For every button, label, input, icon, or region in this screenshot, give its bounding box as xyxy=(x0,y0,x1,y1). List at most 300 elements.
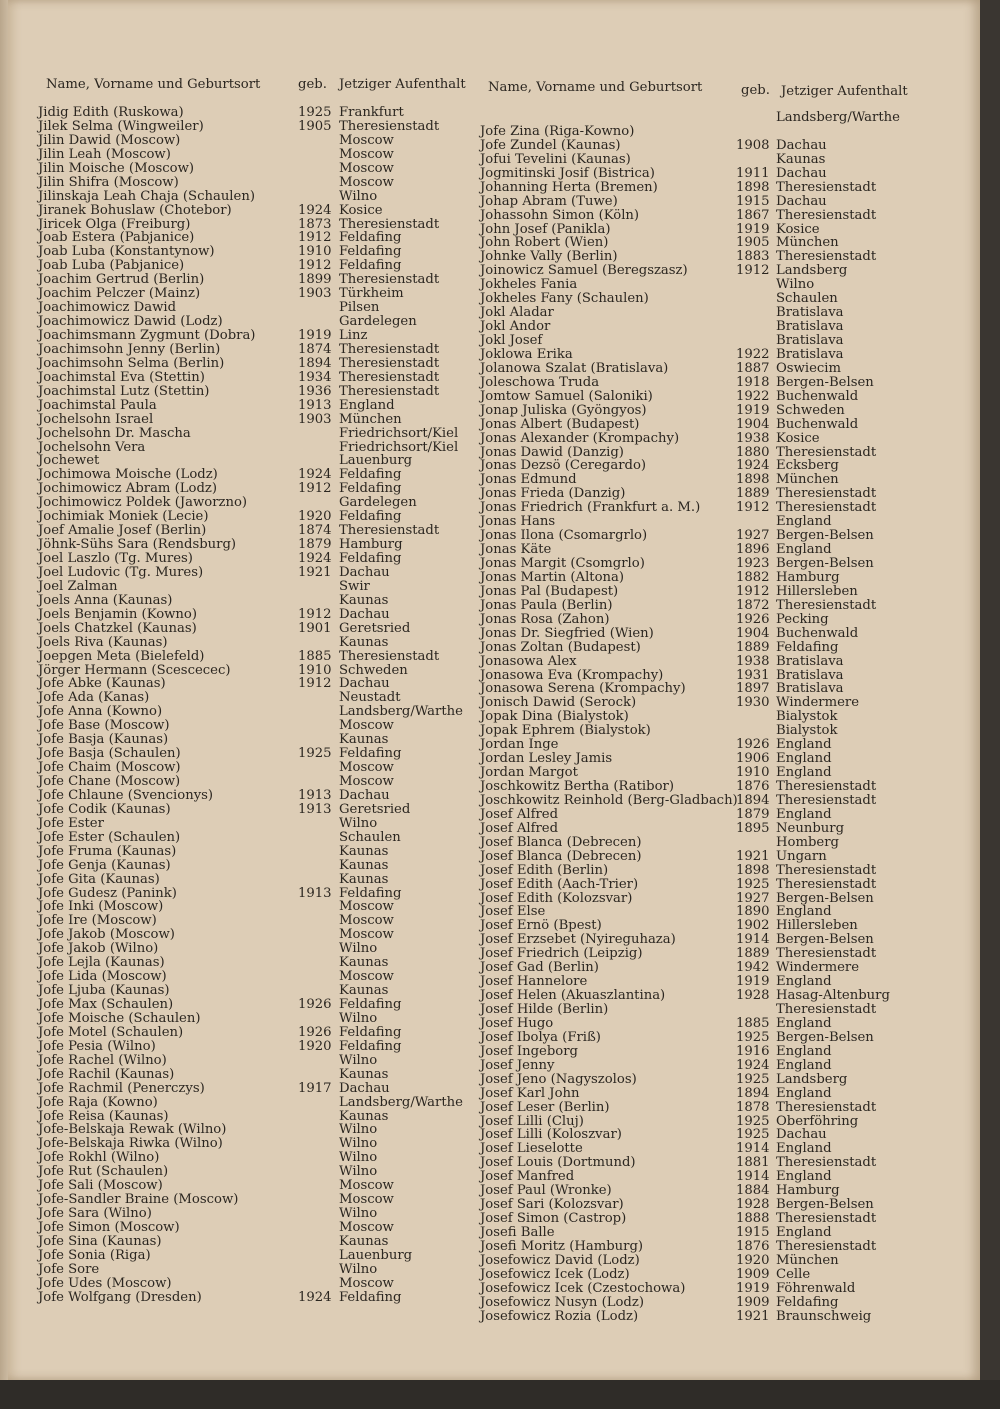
entry-location: Wilno xyxy=(339,941,378,957)
entry-name: Jofe Udes (Moscow) xyxy=(38,1275,172,1291)
entry-location: Theresienstadt xyxy=(339,355,440,371)
entry-location: Theresienstadt xyxy=(776,486,877,502)
entry-location: England xyxy=(776,1057,832,1073)
entry-name: Joklowa Erika xyxy=(480,346,573,362)
entry-name: Jonas Ilona (Csomargrlo) xyxy=(480,528,648,544)
entry-name: Josef Hannelore xyxy=(480,974,588,990)
list-row xyxy=(480,1128,950,1142)
list-row xyxy=(38,245,478,259)
list-row xyxy=(480,1254,950,1268)
entry-location: Pilsen xyxy=(339,300,380,316)
entry-name: Jofe Ester xyxy=(38,815,104,831)
entry-name: Jofui Tevelini (Kaunas) xyxy=(480,151,631,167)
entry-location: Theresienstadt xyxy=(776,946,877,962)
entry-year: 1867 xyxy=(736,207,770,223)
list-row xyxy=(38,106,478,120)
entry-year: 1912 xyxy=(298,230,332,246)
entry-name: Josef Edith (Kolozsvar) xyxy=(480,890,633,906)
entry-name: Jochimowicz Abram (Lodz) xyxy=(38,481,218,497)
list-row xyxy=(480,1184,950,1198)
entry-location: Oswiecim xyxy=(776,360,841,376)
list-row xyxy=(38,1026,478,1040)
entry-location: Moscow xyxy=(339,1192,394,1208)
list-row xyxy=(480,1031,950,1045)
list-row xyxy=(480,1198,950,1212)
entry-location: Moscow xyxy=(339,160,394,176)
entry-year: 1903 xyxy=(298,411,332,427)
left-header-name: Name, Vorname und Geburtsort xyxy=(46,77,261,92)
entry-name: Josef Karl John xyxy=(480,1085,580,1101)
entry-name: Jonas Alexander (Krompachy) xyxy=(480,430,680,446)
list-row xyxy=(38,789,478,803)
list-row xyxy=(480,376,950,390)
entry-name: Jolanowa Szalat (Bratislava) xyxy=(480,360,669,376)
entry-year: 1879 xyxy=(298,537,332,553)
entry-name: Jofe Max (Schaulen) xyxy=(38,997,174,1012)
entry-name: Jokl Aladar xyxy=(480,305,554,321)
entry-location: Kaunas xyxy=(776,151,826,167)
entry-year: 1876 xyxy=(736,1238,770,1254)
entry-location: Theresienstadt xyxy=(776,249,877,265)
entry-location: Frankfurt xyxy=(339,105,404,120)
entry-year: 1919 xyxy=(736,402,770,418)
entry-name: Josefowicz Nusyn (Lodz) xyxy=(480,1294,644,1310)
list-row xyxy=(38,413,478,427)
entry-location: Bergen-Belsen xyxy=(776,374,874,390)
entry-name: Josefi Moritz (Hamburg) xyxy=(480,1238,644,1254)
entry-year: 1896 xyxy=(736,542,770,558)
entry-name: Jofe Ljuba (Kaunas) xyxy=(38,983,170,999)
entry-location: Ecksberg xyxy=(776,458,839,474)
entry-name: Jonas Hans xyxy=(480,514,556,530)
entry-location: Moscow xyxy=(339,927,394,943)
entry-location: Gardelegen xyxy=(339,495,417,511)
entry-year: 1881 xyxy=(736,1155,770,1171)
entry-year: 1921 xyxy=(736,848,770,864)
entry-year: 1898 xyxy=(736,472,770,488)
list-row xyxy=(38,524,478,538)
list-row xyxy=(38,817,478,831)
entry-name: Josef Alfred xyxy=(480,820,559,836)
list-row xyxy=(480,236,950,250)
entry-name: Jofe Raja (Kowno) xyxy=(38,1094,158,1110)
list-row xyxy=(38,301,478,315)
entry-location: Friedrichsort/Kiel xyxy=(339,439,459,455)
list-row xyxy=(38,427,478,441)
entry-location: Theresienstadt xyxy=(776,862,877,878)
list-row xyxy=(38,399,478,413)
list-row xyxy=(480,1115,950,1129)
entry-location: Wilno xyxy=(339,1206,378,1222)
entry-name: Jonasowa Serena (Krompachy) xyxy=(480,681,686,697)
entry-name: Joachimowicz Dawid xyxy=(38,300,177,316)
entry-year: 1938 xyxy=(736,430,770,446)
entry-name: Jonas Käte xyxy=(480,542,552,558)
entry-year: 1901 xyxy=(298,620,332,636)
entry-name: Josef Leser (Berlin) xyxy=(480,1099,610,1115)
entry-name: Jidig Edith (Ruskowa) xyxy=(38,105,184,120)
entry-year: 1914 xyxy=(736,1141,770,1157)
entry-location: England xyxy=(776,542,832,558)
list-row xyxy=(38,385,478,399)
list-row xyxy=(480,1003,950,1017)
left-column xyxy=(38,106,478,1305)
entry-location: Feldafing xyxy=(339,481,402,497)
entry-year: 1924 xyxy=(736,458,770,474)
list-row xyxy=(38,691,478,705)
entry-year: 1926 xyxy=(736,611,770,627)
entry-location: Dachau xyxy=(339,787,390,803)
entry-name: Jofe Lejla (Kaunas) xyxy=(38,955,165,971)
entry-year: 1921 xyxy=(298,564,332,580)
document-page xyxy=(8,0,980,1380)
list-row xyxy=(480,780,950,794)
list-row xyxy=(38,622,478,636)
entry-year: 1931 xyxy=(736,667,770,683)
list-row xyxy=(480,334,950,348)
entry-year: 1912 xyxy=(736,500,770,516)
entry-name: Jordan Inge xyxy=(480,737,559,753)
entry-year: 1919 xyxy=(736,221,770,237)
list-row xyxy=(480,1101,950,1115)
list-row xyxy=(38,496,478,510)
entry-year: 1889 xyxy=(736,946,770,962)
entry-year: 1927 xyxy=(736,528,770,544)
entry-location: Linz xyxy=(339,328,368,343)
entry-year: 1876 xyxy=(736,779,770,794)
entry-name: Josef Friedrich (Leipzig) xyxy=(480,946,643,962)
entry-name: Josef Lieselotte xyxy=(480,1141,583,1157)
entry-location: Feldafing xyxy=(339,997,402,1012)
list-row xyxy=(38,998,478,1012)
entry-location: Dachau xyxy=(339,676,390,692)
list-row xyxy=(38,914,478,928)
entry-year: 1919 xyxy=(298,328,332,343)
entry-year: 1874 xyxy=(298,341,332,357)
entry-name: Jordan Lesley Jamis xyxy=(480,751,613,767)
entry-year: 1934 xyxy=(298,369,332,385)
list-row xyxy=(38,357,478,371)
entry-location: Wilno xyxy=(339,815,378,831)
entry-name: John Robert (Wien) xyxy=(480,235,609,251)
list-row xyxy=(38,608,478,622)
entry-location: Feldafing xyxy=(776,639,839,655)
entry-name: Joachimsohn Jenny (Berlin) xyxy=(38,341,221,357)
entry-name: Johap Abram (Tuwe) xyxy=(480,193,618,209)
entry-name: Jonas Margit (Csomgrlo) xyxy=(480,556,645,571)
list-row xyxy=(480,571,950,585)
entry-year: 1918 xyxy=(736,374,770,390)
list-row xyxy=(480,766,950,780)
entry-name: Josefowicz Rozia (Lodz) xyxy=(480,1308,639,1324)
entry-name: Jofe Rokhl (Wilno) xyxy=(38,1150,160,1166)
entry-location: Theresienstadt xyxy=(339,118,440,134)
entry-location: Bratislava xyxy=(776,333,844,348)
entry-name: Jofe Chane (Moscow) xyxy=(38,774,181,789)
entry-year: 1879 xyxy=(736,806,770,822)
list-row xyxy=(480,864,950,878)
entry-location: Kaunas xyxy=(339,634,389,650)
entry-name: Josef Paul (Wronke) xyxy=(480,1183,612,1199)
entry-year: 1894 xyxy=(298,355,332,371)
entry-location: Theresienstadt xyxy=(339,272,440,288)
entry-location: Feldafing xyxy=(339,258,402,274)
entry-name: Jonas Edmund xyxy=(480,472,577,488)
entry-year: 1880 xyxy=(736,444,770,460)
entry-name: Jochelsohn Dr. Mascha xyxy=(38,425,191,441)
entry-name: Jonas Dr. Siegfried (Wien) xyxy=(480,625,654,641)
entry-year: 1912 xyxy=(298,481,332,497)
list-row xyxy=(38,803,478,817)
entry-name: Jofe-Belskaja Riwka (Wilno) xyxy=(38,1136,223,1152)
entry-name: Joachimstal Paula xyxy=(38,397,157,413)
list-row xyxy=(480,975,950,989)
entry-name: Josefowicz David (Lodz) xyxy=(480,1252,640,1268)
entry-year: 1913 xyxy=(298,397,332,413)
entry-year: 1926 xyxy=(298,997,332,1012)
list-row xyxy=(38,482,478,496)
list-row xyxy=(480,195,950,209)
entry-year: 1915 xyxy=(736,1225,770,1240)
entry-location: Homberg xyxy=(776,834,839,850)
list-row xyxy=(480,989,950,1003)
list-row xyxy=(38,510,478,524)
page-bottom-edge xyxy=(0,1380,1000,1409)
entry-location: Kaunas xyxy=(339,592,389,608)
entry-name: Josef Hugo xyxy=(480,1015,554,1031)
entry-location: Kaunas xyxy=(339,983,389,999)
entry-location: Moscow xyxy=(339,146,394,162)
entry-name: Jofe Ada (Kanas) xyxy=(38,690,150,706)
list-row xyxy=(38,371,478,385)
entry-year: 1890 xyxy=(736,904,770,920)
list-row xyxy=(480,278,950,292)
entry-location: Bratislava xyxy=(776,305,844,321)
list-row xyxy=(480,1045,950,1059)
entry-location: Bergen-Belsen xyxy=(776,890,874,906)
entry-location: Bratislava xyxy=(776,681,844,697)
entry-name: Jiricek Olga (Freiburg) xyxy=(38,216,191,232)
list-row xyxy=(38,148,478,162)
right-header-name: Name, Vorname und Geburtsort xyxy=(488,80,703,95)
entry-location: England xyxy=(776,514,832,530)
entry-location: Theresienstadt xyxy=(339,216,440,232)
entry-name: Jofe Wolfgang (Dresden) xyxy=(38,1289,202,1305)
entry-location: Kaunas xyxy=(339,1233,389,1249)
list-row xyxy=(38,454,478,468)
entry-location: Gardelegen xyxy=(339,314,417,330)
entry-location: Theresienstadt xyxy=(776,179,877,195)
list-row xyxy=(480,905,950,919)
entry-location: Theresienstadt xyxy=(776,1155,877,1171)
entry-location: Dachau xyxy=(339,564,390,580)
entry-location: Dachau xyxy=(339,1080,390,1096)
entry-location: Bergen-Belsen xyxy=(776,556,874,571)
entry-location: Bergen-Belsen xyxy=(776,1197,874,1213)
entry-name: Jiranek Bohuslaw (Chotebor) xyxy=(38,202,232,218)
entry-year: 1889 xyxy=(736,486,770,502)
entry-name: Jofe Simon (Moscow) xyxy=(38,1220,180,1235)
entry-location: Hamburg xyxy=(776,1183,840,1199)
entry-year: 1898 xyxy=(736,179,770,195)
entry-name: Joab Luba (Konstantynow) xyxy=(38,244,215,260)
list-row xyxy=(480,669,950,683)
entry-name: Jochewet xyxy=(38,453,100,469)
entry-location: Neunburg xyxy=(776,820,845,836)
left-header-aufenthalt: Jetziger Aufenthalt xyxy=(339,77,466,92)
list-row xyxy=(38,1193,478,1207)
entry-year: 1878 xyxy=(736,1099,770,1115)
entry-name: Johanning Herta (Bremen) xyxy=(480,179,658,195)
entry-year: 1922 xyxy=(736,346,770,362)
entry-name: Jochimowicz Poldek (Jaworzno) xyxy=(38,495,248,511)
entry-year: 1888 xyxy=(736,1211,770,1227)
entry-year: 1882 xyxy=(736,569,770,585)
entry-year: 1938 xyxy=(736,653,770,669)
entry-name: Josef Edith (Berlin) xyxy=(480,862,609,878)
entry-name: Jofe Motel (Schaulen) xyxy=(38,1024,184,1040)
entry-location: Hillersleben xyxy=(776,918,858,934)
entry-name: Jofe Ire (Moscow) xyxy=(38,913,157,929)
entry-year: 1903 xyxy=(298,286,332,302)
entry-name: Josef Louis (Dortmund) xyxy=(480,1155,636,1171)
entry-name: Jonas Paula (Berlin) xyxy=(480,597,613,613)
entry-location: Swir xyxy=(339,578,370,594)
entry-year: 1898 xyxy=(736,862,770,878)
entry-name: Jokl Andor xyxy=(480,319,551,335)
entry-location: Moscow xyxy=(339,1275,394,1291)
entry-year: 1930 xyxy=(736,695,770,711)
entry-location: Landsberg xyxy=(776,1071,848,1087)
entry-year: 1925 xyxy=(298,105,332,120)
entry-name: Joab Estera (Pabjanice) xyxy=(38,230,195,246)
entry-location: Bergen-Belsen xyxy=(776,1029,874,1045)
entry-location: Bialystok xyxy=(776,723,838,739)
entry-year: 1925 xyxy=(736,876,770,892)
list-row xyxy=(38,664,478,678)
entry-name: Jonas Friedrich (Frankfurt a. M.) xyxy=(480,500,701,516)
list-row xyxy=(38,1123,478,1137)
entry-name: Jofe Rut (Schaulen) xyxy=(38,1164,169,1180)
entry-name: Jilin Dawid (Moscow) xyxy=(38,132,181,148)
entry-year: 1927 xyxy=(736,890,770,906)
list-row xyxy=(480,1170,950,1184)
entry-name: Josef Simon (Castrop) xyxy=(480,1211,627,1227)
entry-location: Windermere xyxy=(776,695,860,711)
entry-name: Jofe Gita (Kaunas) xyxy=(38,871,160,887)
entry-location: Dachau xyxy=(339,606,390,622)
list-row xyxy=(38,859,478,873)
entry-year: 1942 xyxy=(736,960,770,976)
entry-location: Geretsried xyxy=(339,620,411,636)
entry-name: Jofe Zundel (Kaunas) xyxy=(480,137,621,153)
entry-name: Jilin Leah (Moscow) xyxy=(38,146,171,162)
entry-location: Theresienstadt xyxy=(339,383,440,399)
list-row xyxy=(38,566,478,580)
entry-name: Joel Zalman xyxy=(38,578,118,594)
list-row xyxy=(480,250,950,264)
entry-location: Theresienstadt xyxy=(776,500,877,516)
entry-name: Joachim Pelczer (Mainz) xyxy=(38,286,201,302)
entry-location: Bergen-Belsen xyxy=(776,528,874,544)
entry-name: Josef Lilli (Koloszvar) xyxy=(480,1127,622,1143)
entry-year: 1912 xyxy=(736,263,770,279)
entry-year: 1904 xyxy=(736,416,770,432)
entry-location: Kosice xyxy=(776,430,820,446)
entry-location: Celle xyxy=(776,1266,811,1282)
entry-location: Kaunas xyxy=(339,857,389,873)
entry-name: Josef Alfred xyxy=(480,806,559,822)
entry-year: 1924 xyxy=(736,1057,770,1073)
entry-name: Joachimstal Lutz (Stettin) xyxy=(38,383,210,399)
list-row xyxy=(480,655,950,669)
list-row xyxy=(38,329,478,343)
entry-name: Jogmitinski Josif (Bistrica) xyxy=(480,165,655,181)
entry-name: Joachimsmann Zygmunt (Dobra) xyxy=(38,328,256,343)
entry-location: Schweden xyxy=(776,402,845,418)
entry-name: Jofe Sara (Wilno) xyxy=(38,1206,152,1222)
list-row xyxy=(38,259,478,273)
list-row xyxy=(480,529,950,543)
entry-location: Bratislava xyxy=(776,346,844,362)
list-row xyxy=(38,1137,478,1151)
list-row xyxy=(480,306,950,320)
entry-name: Joachimstal Eva (Stettin) xyxy=(38,369,205,385)
entry-name: Josef Sari (Kolozsvar) xyxy=(480,1197,624,1213)
list-row xyxy=(38,176,478,190)
right-header-aufenthalt: Jetziger Aufenthalt xyxy=(781,84,908,99)
entry-location: Theresienstadt xyxy=(776,444,877,460)
list-row xyxy=(480,627,950,641)
list-row xyxy=(38,733,478,747)
entry-year: 1913 xyxy=(298,787,332,803)
entry-name: Joepgen Meta (Bielefeld) xyxy=(38,648,205,664)
list-row xyxy=(38,134,478,148)
entry-name: Jofe Ester (Schaulen) xyxy=(38,829,181,845)
entry-location: Schaulen xyxy=(339,829,401,845)
entry-location: Moscow xyxy=(339,1220,394,1235)
list-row xyxy=(480,1268,950,1282)
entry-location: Ungarn xyxy=(776,848,827,864)
entry-location: Theresienstadt xyxy=(776,597,877,613)
entry-year: 1926 xyxy=(736,737,770,753)
list-row xyxy=(480,501,950,515)
entry-location: Landsberg/Warthe xyxy=(339,704,463,720)
entry-name: Jomtow Samuel (Saloniki) xyxy=(480,388,653,404)
entry-name: Josef Erzsebet (Nyireguhaza) xyxy=(480,932,676,948)
entry-name: Jonas Pal (Budapest) xyxy=(480,583,619,599)
entry-year: 1925 xyxy=(736,1113,770,1129)
entry-location: Theresienstadt xyxy=(776,876,877,892)
list-row xyxy=(38,1054,478,1068)
entry-name: Joachimsohn Selma (Berlin) xyxy=(38,355,225,371)
list-row xyxy=(38,1110,478,1124)
list-row xyxy=(38,218,478,232)
entry-name: Jofe Basja (Schaulen) xyxy=(38,746,181,762)
entry-location: England xyxy=(776,1225,832,1240)
list-row xyxy=(480,223,950,237)
entry-location: Buchenwald xyxy=(776,388,859,404)
entry-name: Jofe Jakob (Wilno) xyxy=(38,941,159,957)
entry-year: 1911 xyxy=(736,165,770,181)
entry-name: Jokl Josef xyxy=(480,333,543,348)
list-row xyxy=(480,264,950,278)
entry-name: Jofe Jakob (Moscow) xyxy=(38,927,175,943)
entry-location: Landsberg/Warthe xyxy=(339,1094,463,1110)
entry-name: Josef Blanca (Debrecen) xyxy=(480,848,642,864)
entry-name: Jonas Albert (Budapest) xyxy=(480,416,640,432)
entry-location: Theresienstadt xyxy=(339,369,440,385)
